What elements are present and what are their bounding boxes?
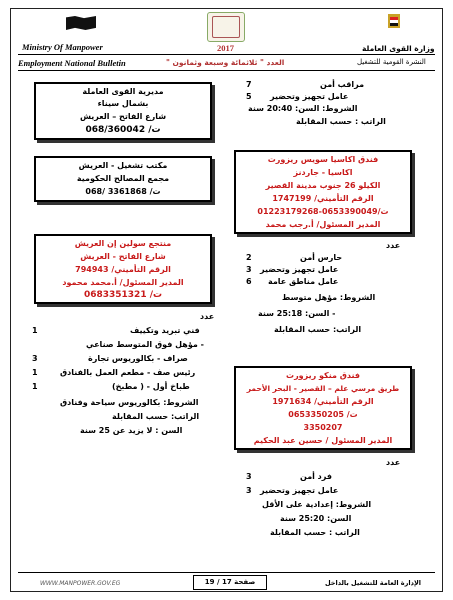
bulletin-logo-icon xyxy=(207,12,245,42)
job-title: عامل تجهيز وتحضير xyxy=(260,486,339,495)
conditions: الشروط: السن: 20:40 سنة xyxy=(248,104,358,113)
job-count: 2 xyxy=(246,253,252,262)
box-line: ت/ 0683351321 xyxy=(83,290,163,300)
employment-office-box xyxy=(34,156,212,202)
footer-department: الإدارة العامة للتشغيل بالداخل xyxy=(325,579,422,587)
job-count: 1 xyxy=(32,368,38,377)
ministry-english: Ministry Of Manpower xyxy=(22,42,103,52)
age: - السن: 25:18 سنة xyxy=(258,309,336,318)
hotel-acacia-box xyxy=(234,150,412,234)
box-line: بشمال سيناء xyxy=(97,99,149,108)
count-header: عدد xyxy=(386,241,401,250)
box-line: طريق مرسي علم – القصير - البحر الأحمر xyxy=(246,384,400,393)
job-count: 1 xyxy=(32,382,38,391)
box-line: مديرية القوى العاملة xyxy=(82,87,164,96)
conditions: الشروط: مؤهل متوسط xyxy=(282,293,376,302)
salary: الراتب: حسب المقابلة xyxy=(274,325,362,334)
ministry-arabic: وزارة القوى العاملة xyxy=(362,44,435,53)
flag-icon xyxy=(66,16,96,30)
job-title: مراقب أمن xyxy=(320,80,365,89)
job-title: رئيس صف - مطعم العمل بالفنادق xyxy=(60,368,196,377)
job-count: 1 xyxy=(32,326,38,335)
bulletin-english: Employment National Bulletin xyxy=(18,58,126,68)
box-line: فندق منكو ريزورت xyxy=(286,371,360,380)
job-title: صراف - بكالوريوس تجارة xyxy=(88,354,188,363)
page-number: صفحة 17 / 19 xyxy=(193,575,267,590)
job-title: فرد أمن xyxy=(300,472,332,481)
job-count: 5 xyxy=(246,92,252,101)
box-line: مجمع المصالح الحكومية xyxy=(76,174,170,183)
bulletin-arabic: النشرة القومية للتشغيل xyxy=(357,58,426,66)
job-title: عامل تجهيز وتحضير xyxy=(260,265,339,274)
box-line: الرقم التأميني/ 1971634 xyxy=(272,397,374,406)
box-line: فندق اكاسيا سويس ريزورت xyxy=(267,155,379,164)
box-line: الرقم التأميني/ 794943 xyxy=(75,265,171,274)
box-line: ت/ 0653350205 xyxy=(288,410,358,419)
directorate-address-box xyxy=(34,82,212,140)
box-line: شارع الفاتح – العريش xyxy=(79,112,167,121)
box-line: المدير المسئول / حسين عبد الحكيم xyxy=(253,436,393,445)
box-line: اكاسيا - جاردنز xyxy=(293,168,353,177)
box-line: ت/0653390049-01223179268 xyxy=(257,207,389,216)
box-line: مكتب تشغيل - العريش xyxy=(78,161,168,170)
job-qualification: - مؤهل فوق المتوسط صناعي xyxy=(86,340,204,349)
age: السن: 25:20 سنة xyxy=(280,514,352,523)
conditions: الشروط: بكالوريوس سياحة وفنادق xyxy=(60,398,199,407)
job-title: طباخ أول - ( مطبخ) xyxy=(112,382,190,391)
box-line: المدير المسئول/ أ.محمد محمود xyxy=(62,278,184,287)
box-line: منتجع سولين إن العريش xyxy=(74,239,172,248)
resort-sultan-box xyxy=(34,234,212,304)
box-line: ت/ 068/360042 xyxy=(85,125,161,135)
job-count: 3 xyxy=(32,354,38,363)
age: السن : لا يزيد عن 25 سنة xyxy=(80,426,183,435)
box-line: شارع الفاتح - العريش xyxy=(80,252,166,261)
job-title: عامل مناطق عامة xyxy=(268,277,339,286)
resort-mango-box xyxy=(234,366,412,450)
egypt-eagle-icon xyxy=(384,10,404,32)
job-count: 7 xyxy=(246,80,252,89)
box-line: المدير المسئول/ أ.رجب محمد xyxy=(265,220,381,229)
count-header: عدد xyxy=(200,312,215,321)
header-divider-bottom xyxy=(18,70,435,71)
job-count: 3 xyxy=(246,472,252,481)
year: 2017 xyxy=(217,43,234,53)
job-title: فني تبريد وتكييف xyxy=(130,326,200,335)
box-line: 3350207 xyxy=(303,423,343,432)
box-line: ت/ 3361868 /068 xyxy=(85,187,161,196)
job-count: 3 xyxy=(246,486,252,495)
salary: الراتب: حسب المقابلة xyxy=(112,412,200,421)
issue-number: العدد " ثلاثمائة وسبعة وثمانون " xyxy=(166,58,285,67)
job-count: 6 xyxy=(246,277,252,286)
footer-url[interactable]: WWW.MANPOWER.GOV.EG xyxy=(40,580,121,587)
salary: الراتب : حسب المقابلة xyxy=(296,117,386,126)
job-title: عامل تجهيز وتحضير xyxy=(270,92,349,101)
job-count: 3 xyxy=(246,265,252,274)
salary: الراتب : حسب المقابلة xyxy=(270,528,360,537)
footer-divider xyxy=(18,572,435,573)
header-divider xyxy=(18,54,435,55)
conditions: الشروط: إعدادية على الأقل xyxy=(262,500,372,509)
count-header: عدد xyxy=(386,458,401,467)
job-title: حارس أمن xyxy=(300,253,343,262)
box-line: الكيلو 26 جنوب مدينة القصير xyxy=(265,181,381,190)
box-line: الرقم التأميني/ 1747199 xyxy=(272,194,374,203)
